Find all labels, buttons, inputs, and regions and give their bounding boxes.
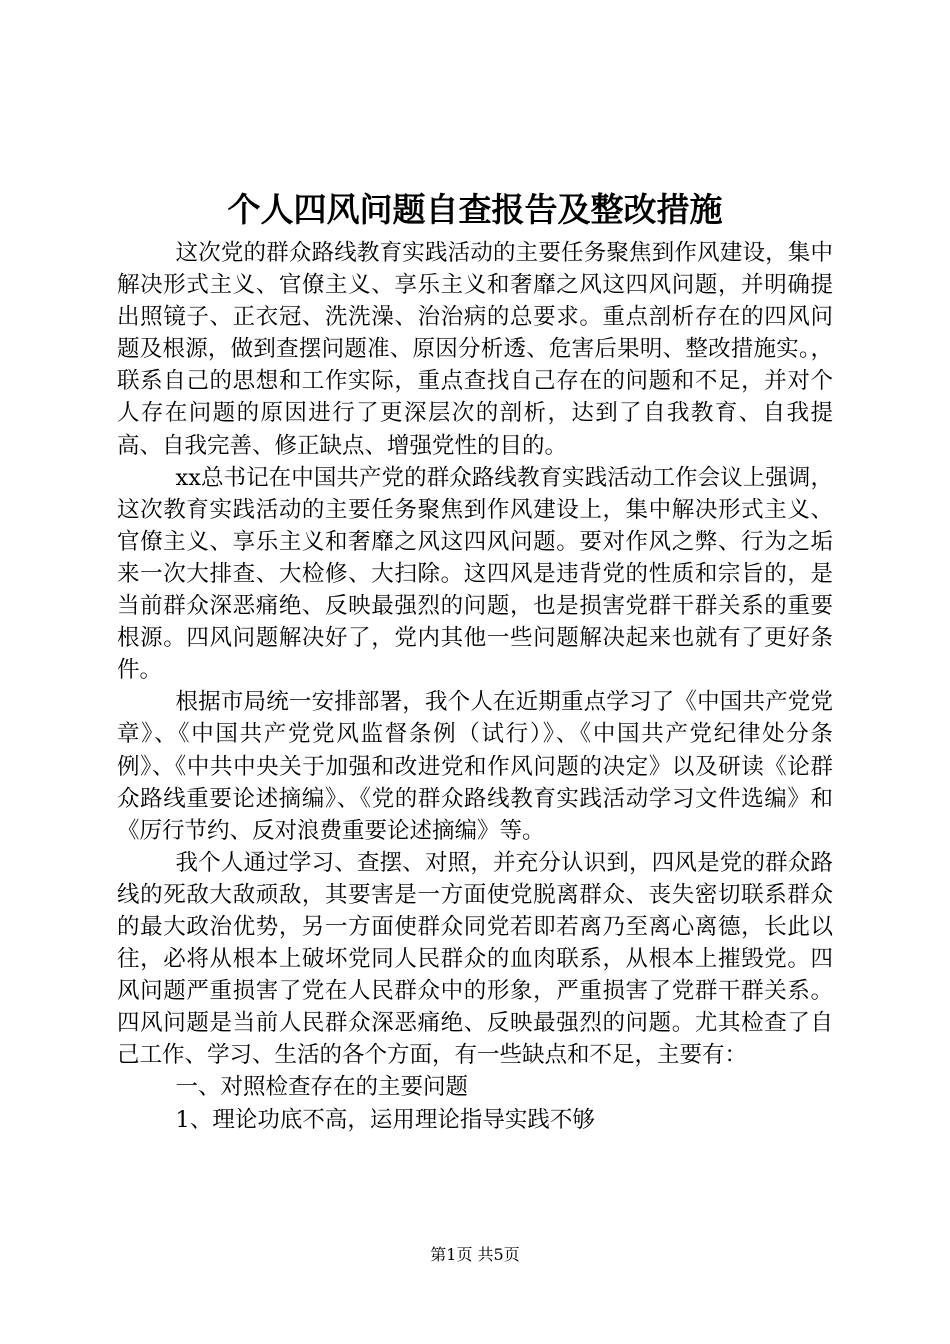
section-heading-1: 一、对照检查存在的主要问题	[175, 1074, 469, 1101]
page-footer: 第1页 共5页	[430, 1245, 520, 1264]
subsection-heading-1: 1、理论功底不高，运用理论指导实践不够	[175, 1106, 595, 1133]
document-body	[117, 237, 833, 1136]
paragraph-3: 根据市局统一安排部署，我个人在近期重点学习了《中国共产党党章》、《中国共产党党风监督条例（试行）》、《中国共产党纪律处分条例》、《中共中央关于加强和改进党和作风问题的决定》以及研读《论群众路线重要论述摘编》、《党的群众路线教育实践活动学习文件选编》和《厉行节约、反对浪费重要论述摘编》等。	[117, 689, 833, 844]
paragraph-4: 我个人通过学习、查摆、对照，并充分认识到，四风是党的群众路线的死敌大敌顽敌，其要害是一方面使党脱离群众、丧失密切联系群众的最大政治优势，另一方面使群众同党若即若离乃至离心离德，长此以往，必将从根本上破坏党同人民群众的血肉联系，从根本上摧毁党。四风问题严重损害了党在人民群众中的形象，严重损害了党群干群关系。四风问题是当前人民群众深恶痛绝、反映最强烈的问题。尤其检查了自己工作、学习、生活的各个方面，有一些缺点和不足，主要有：	[117, 849, 833, 1069]
paragraph-2: xx总书记在中国共产党的群众路线教育实践活动工作会议上强调，这次教育实践活动的主要任务聚焦到作风建设上，集中解决形式主义、官僚主义、享乐主义和奢靡之风这四风问题。要对作风之弊、行为之垢来一次大排查、大检修、大扫除。这四风是违背党的性质和宗旨的，是当前群众深恶痛绝、反映最强烈的问题，也是损害党群干群关系的重要根源。四风问题解决好了，党内其他一些问题解决起来也就有了更好条件。	[117, 464, 833, 684]
paragraph-1: 这次党的群众路线教育实践活动的主要任务聚焦到作风建设，集中解决形式主义、官僚主义、享乐主义和奢靡之风这四风问题，并明确提出照镜子、正衣冠、洗洗澡、治治病的总要求。重点剖析存在的四风问题及根源，做到查摆问题准、原因分析透、危害后果明、整改措施实。，联系自己的思想和工作实际，重点查找自己存在的问题和不足，并对个人存在问题的原因进行了更深层次的剖析，达到了自我教育、自我提高、自我完善、修正缺点、增强党性的目的。	[117, 240, 833, 459]
document-title: 个人四风问题自查报告及整改措施	[227, 190, 723, 229]
